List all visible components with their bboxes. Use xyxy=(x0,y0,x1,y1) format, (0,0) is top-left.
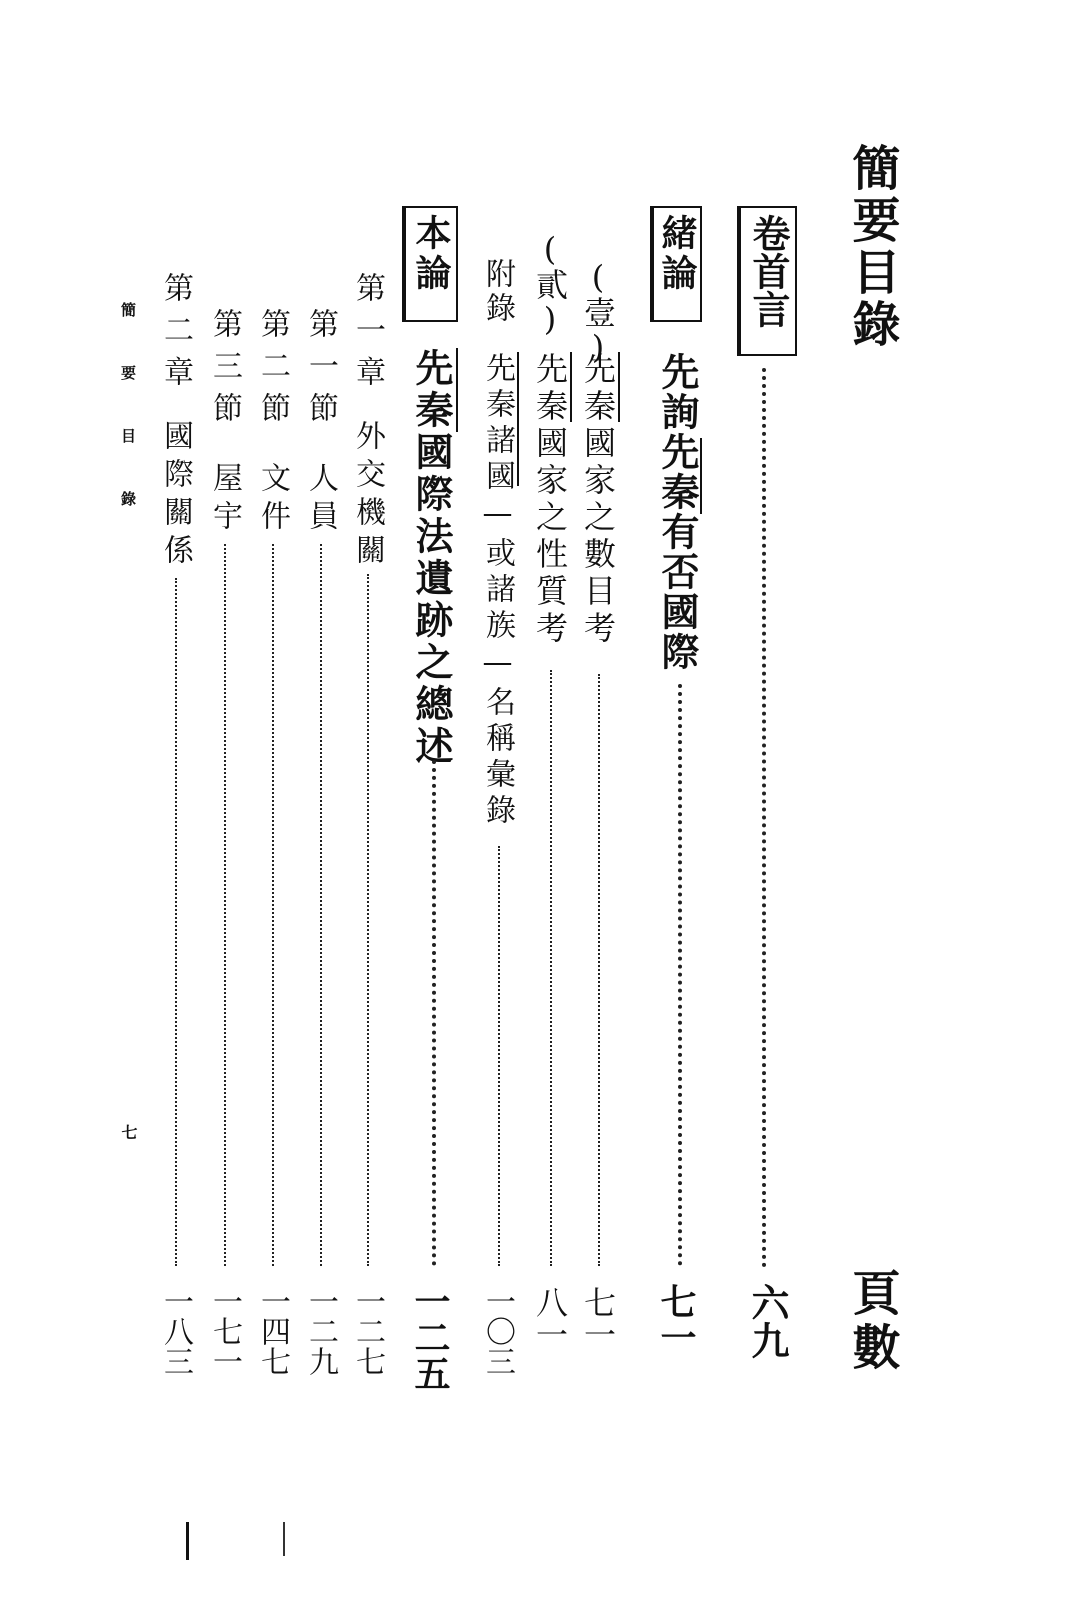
item-prefix: (壹) xyxy=(579,258,617,366)
page-number: 一二九 xyxy=(303,1286,338,1376)
page-number: 一二七 xyxy=(350,1286,385,1376)
running-title: 簡要目錄 xyxy=(119,302,137,554)
page-number: 七一 xyxy=(579,1286,617,1350)
proper-noun-mark xyxy=(700,438,702,514)
leader-dots xyxy=(367,574,369,1266)
proper-noun-mark xyxy=(517,352,519,486)
page-number: 七一 xyxy=(655,1283,697,1355)
toc-entry-title: 先秦國家之數目考 xyxy=(579,352,617,648)
toc-entry-title: 屋宇 xyxy=(207,462,242,538)
introduction-label-box xyxy=(650,206,702,322)
section-prefix: 第一節 xyxy=(303,308,338,434)
leader-dots xyxy=(320,544,322,1266)
item-prefix: (貳) xyxy=(531,230,569,338)
page-title: 簡要目錄 xyxy=(844,143,900,351)
leader-dots xyxy=(432,760,436,1266)
chapter-prefix: 第一章 xyxy=(350,272,385,398)
folio-number: 七 xyxy=(119,1124,138,1140)
introduction-heading: 先詢先秦有否國際 xyxy=(655,352,700,672)
leader-dots xyxy=(550,670,552,1266)
section-prefix: 第三節 xyxy=(207,308,242,434)
main-body-label: 本論 xyxy=(410,214,452,294)
toc-entry-title: 外交機關 xyxy=(350,420,385,572)
leader-dots xyxy=(175,578,177,1266)
leader-dots xyxy=(498,846,500,1266)
leader-dots xyxy=(762,368,766,1268)
page-number: 一八三 xyxy=(158,1286,193,1376)
leader-dots xyxy=(272,544,274,1266)
page-number: 六九 xyxy=(745,1283,790,1359)
preface-label: 卷首言 xyxy=(746,214,791,328)
main-body-label-box xyxy=(402,206,458,322)
appendix-prefix: 附錄 xyxy=(480,258,515,326)
main-body-heading: 先秦國際法遺跡之總述 xyxy=(409,348,454,768)
toc-entry-title: 國際關係 xyxy=(158,420,193,572)
toc-entry-title: 文件 xyxy=(255,462,290,538)
toc-entry-title: 先秦諸國—或諸族—名稱彙錄 xyxy=(480,352,515,830)
scan-mark xyxy=(186,1522,189,1560)
introduction-label: 緒論 xyxy=(656,214,698,294)
page-number: 一七一 xyxy=(207,1286,242,1376)
proper-noun-mark xyxy=(456,348,458,432)
proper-noun-mark xyxy=(570,352,572,422)
page-number: 一〇三 xyxy=(480,1286,515,1376)
preface-label-box xyxy=(737,206,797,356)
toc-entry-title: 先秦國家之性質考 xyxy=(531,352,569,648)
chapter-prefix: 第二章 xyxy=(158,272,193,398)
leader-dots xyxy=(678,684,682,1266)
proper-noun-mark xyxy=(618,352,620,422)
scan-mark xyxy=(283,1522,285,1556)
page-number: 一二五 xyxy=(409,1283,451,1391)
leader-dots xyxy=(224,544,226,1266)
page-number: 一四七 xyxy=(255,1286,290,1376)
page-column-label: 頁數 xyxy=(844,1268,900,1376)
section-prefix: 第二節 xyxy=(255,308,290,434)
toc-entry-title: 人員 xyxy=(303,462,338,538)
leader-dots xyxy=(598,674,600,1266)
page-number: 八一 xyxy=(531,1286,569,1350)
